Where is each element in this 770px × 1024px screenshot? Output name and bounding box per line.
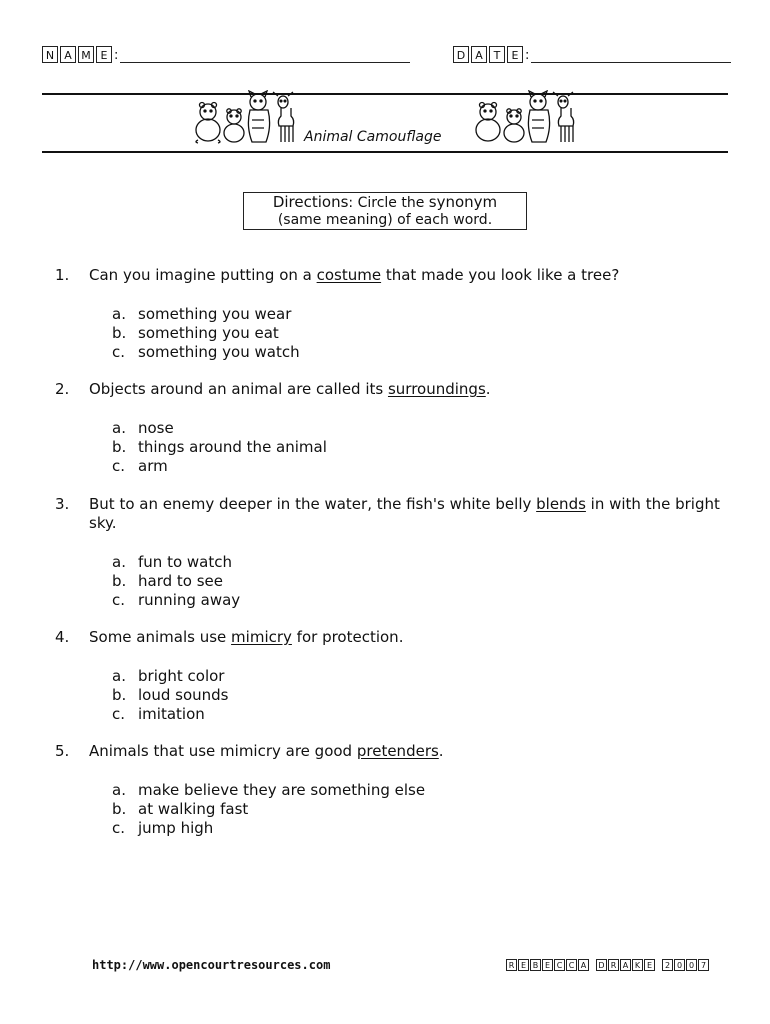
answer-option[interactable] [112,438,735,457]
answer-option[interactable] [112,705,735,724]
date-label-boxes [453,46,525,63]
question-text-before: But to an enemy deeper in the water, the fish's white belly [89,495,537,513]
credit-letter-box: 0 [674,959,685,971]
credit-word [596,959,656,971]
option-letter: a. [112,419,126,437]
header-row [42,46,728,70]
answer-option[interactable] [112,343,735,362]
vocab-word: mimicry [231,628,292,646]
question-number: 2. [55,380,70,398]
option-letter: c. [112,343,126,361]
answer-option[interactable] [112,305,735,324]
option-letter: b. [112,800,127,818]
answer-option[interactable] [112,572,735,591]
question-2 [55,380,735,476]
name-letter-box: E [96,46,112,63]
answer-option[interactable] [112,324,735,343]
credit-letter-box: E [644,959,655,971]
option-letter: b. [112,438,127,456]
date-letter-box: D [453,46,469,63]
credit-letter-box: D [596,959,607,971]
name-blank-line[interactable] [120,47,410,63]
credit-word [662,959,710,971]
option-text: loud sounds [138,686,229,704]
directions-box [243,192,527,230]
date-colon: : [525,48,530,63]
bear-icon [476,103,500,142]
bottom-rule [42,151,728,153]
question-text-before: Objects around an animal are called its [89,380,388,398]
animal-clipart-left [190,90,302,144]
question-text-after: for protection. [291,628,404,646]
date-field [453,46,731,63]
option-letter: c. [112,457,126,475]
option-text: fun to watch [138,553,232,571]
credit-letter-box: A [620,959,631,971]
question-number: 1. [55,266,70,284]
option-letter: a. [112,781,126,799]
question-number: 5. [55,742,70,760]
credit-letter-box: K [632,959,643,971]
option-letter: b. [112,686,127,704]
option-text: something you wear [138,305,292,323]
name-letter-box: A [60,46,76,63]
question-text [89,742,735,761]
credit-letter-box: A [578,959,589,971]
question-text-after: that made you look like a tree? [381,266,620,284]
top-rule [42,93,728,95]
question-text-before: Animals that use mimicry are good [89,742,357,760]
bear-icon [224,109,244,142]
option-text: imitation [138,705,205,723]
directions-line-2: (same meaning) of each word. [277,212,493,228]
date-letter-box: T [489,46,505,63]
bear-icon [196,103,220,144]
date-letter-box: A [471,46,487,63]
name-field [42,46,410,63]
answer-option[interactable] [112,667,735,686]
option-text: arm [138,457,168,475]
question-text-after: . [438,742,444,760]
question-5 [55,742,735,838]
author-credit [506,959,716,971]
option-text: nose [138,419,174,437]
question-text-after: . [485,380,491,398]
option-letter: a. [112,553,126,571]
question-text [89,628,735,647]
credit-letter-box: C [554,959,565,971]
credit-letter-box: 0 [686,959,697,971]
option-letter: b. [112,572,127,590]
name-colon: : [114,48,119,63]
question-text-before: Some animals use [89,628,232,646]
answer-option[interactable] [112,457,735,476]
title-banner [188,96,588,150]
answer-option[interactable] [112,800,735,819]
option-text: running away [138,591,241,609]
cat-icon [528,91,549,142]
option-text: something you watch [138,343,300,361]
option-letter: c. [112,819,126,837]
question-text-after: in with the bright sky. [89,495,720,532]
worksheet-title: Animal Camouflage [304,129,442,145]
answer-option[interactable] [112,781,735,800]
answer-option[interactable] [112,819,735,838]
credit-letter-box: C [566,959,577,971]
directions-line-1 [244,194,526,212]
bear-icon [504,109,524,142]
option-text: things around the animal [138,438,327,456]
option-letter: b. [112,324,127,342]
vocab-word: pretenders [356,742,439,760]
question-text [89,495,729,533]
option-text: at walking fast [138,800,249,818]
question-text [89,380,735,399]
credit-letter-box: R [506,959,517,971]
option-letter: a. [112,305,126,323]
option-text: bright color [138,667,225,685]
option-text: hard to see [138,572,223,590]
name-letter-box: M [78,46,94,63]
question-text [89,266,735,285]
question-4 [55,628,735,724]
credit-letter-box: 2 [662,959,673,971]
option-text: make believe they are something else [138,781,426,799]
vocab-word: surroundings [387,380,486,398]
credit-letter-box: E [518,959,529,971]
vocab-word: costume [316,266,382,284]
answer-option[interactable] [112,419,735,438]
date-blank-line[interactable] [531,47,731,63]
date-letter-box: E [507,46,523,63]
answer-option[interactable] [112,591,735,610]
option-text: jump high [138,819,214,837]
name-label-boxes [42,46,114,63]
credit-letter-box: 7 [698,959,709,971]
vocab-word: blends [536,495,586,513]
directions-label: Directions [272,193,349,211]
name-letter-box: N [42,46,58,63]
question-number: 3. [55,495,70,513]
credit-letter-box: B [530,959,541,971]
deer-icon [553,92,574,142]
credit-letter-box: E [542,959,553,971]
footer-url-link[interactable]: http://www.opencourtresources.com [92,958,331,972]
credit-letter-box: R [608,959,619,971]
question-number: 4. [55,628,70,646]
option-letter: c. [112,705,126,723]
option-letter: a. [112,667,126,685]
question-1 [55,266,735,362]
animal-clipart-right [470,90,582,144]
credit-word [506,959,590,971]
directions-keyword: synonym [428,193,498,211]
cat-icon [248,91,269,142]
question-3 [55,495,735,610]
deer-icon [273,92,294,142]
question-text-before: Can you imagine putting on a [89,266,317,284]
option-text: something you eat [138,324,279,342]
option-letter: c. [112,591,126,609]
answer-option[interactable] [112,553,735,572]
directions-text: : Circle the [348,195,429,211]
answer-option[interactable] [112,686,735,705]
